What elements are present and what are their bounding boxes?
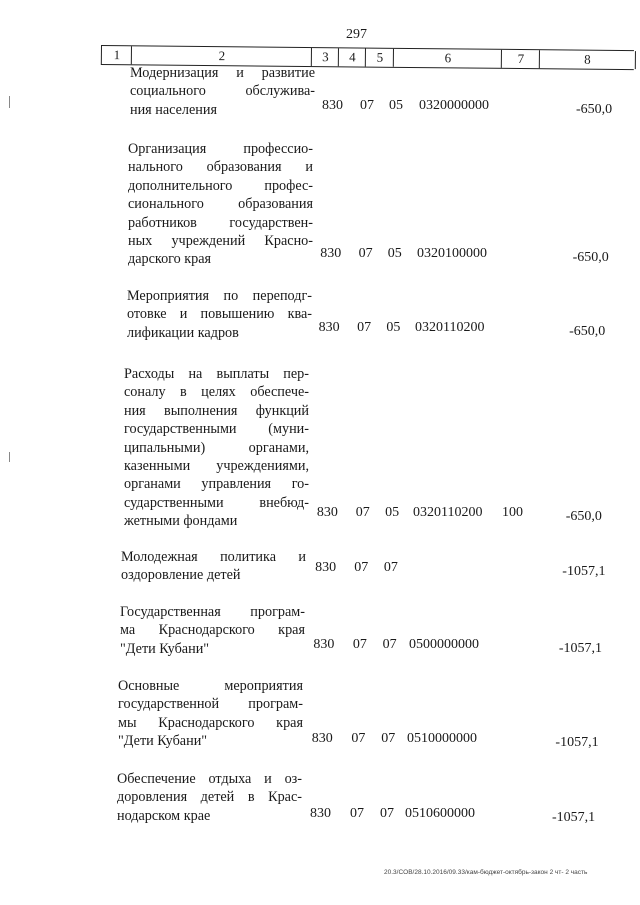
description-line: ма Краснодарского края — [120, 622, 305, 639]
column-header-5: 5 — [365, 49, 394, 67]
description-line: "Дети Кубани" — [118, 733, 208, 750]
amount: -650,0 — [576, 102, 613, 117]
column-header-3: 3 — [311, 48, 339, 66]
admin-code: 830 — [316, 505, 338, 520]
admin-code: 830 — [310, 806, 331, 821]
description-line: жетными фондами — [124, 513, 238, 530]
page-number: 297 — [346, 27, 367, 42]
description-line: ния выполнения функций — [124, 402, 309, 419]
row-description — [118, 677, 303, 751]
column-header-6: 6 — [393, 49, 502, 68]
admin-code: 830 — [318, 320, 340, 335]
description-line: соналу в целях обеспече- — [124, 384, 309, 401]
amount: -650,0 — [572, 250, 609, 265]
description-line: дополнительного профес- — [128, 177, 313, 194]
row-description — [121, 548, 306, 585]
subsection-code: 05 — [385, 505, 400, 520]
footer-reference: 20.3/COB/28.10.2016/09.33/кам-бюджет-октябрь-закон 2 чт- 2 часть — [384, 869, 588, 876]
row-description — [120, 603, 305, 658]
admin-code: 830 — [315, 560, 337, 575]
row-description — [130, 64, 315, 119]
description-line: государственной програм- — [118, 696, 303, 713]
description-line: Модернизация и развитие — [130, 65, 315, 81]
description-line: Основные мероприятия — [118, 678, 303, 694]
target-code: 0320100000 — [417, 246, 487, 261]
subsection-code: 07 — [381, 731, 396, 746]
description-line: оздоровление детей — [121, 567, 241, 584]
row-description — [124, 365, 309, 531]
target-code: 0510000000 — [407, 731, 477, 746]
admin-code: 830 — [322, 98, 343, 113]
column-header-8: 8 — [539, 50, 636, 69]
description-line: доровления детей в Крас- — [117, 789, 302, 806]
subsection-code: 07 — [383, 560, 398, 575]
section-code: 07 — [350, 806, 364, 821]
description-line: Молодежная политика и — [121, 549, 306, 565]
description-line: Организация профессио- — [128, 141, 313, 157]
column-header-4: 4 — [338, 48, 366, 66]
subsection-code: 05 — [389, 98, 403, 113]
amount: -1057,1 — [562, 564, 606, 579]
target-code: 0320110200 — [413, 505, 483, 520]
row-description — [117, 770, 302, 825]
description-line: дарского края — [128, 251, 212, 268]
expense-type-code: 100 — [502, 505, 523, 520]
description-line: сударственными внебюд- — [124, 494, 309, 511]
section-code: 07 — [354, 560, 369, 575]
row-description — [127, 287, 312, 342]
description-line: Государственная програм- — [120, 604, 305, 620]
description-line: Мероприятия по переподг- — [127, 288, 312, 304]
description-line: ципальными) органами, — [124, 439, 309, 456]
description-line: казенными учреждениями, — [124, 457, 309, 474]
description-line: нодарском крае — [117, 807, 211, 824]
description-line: мы Краснодарского края — [118, 714, 303, 731]
description-line: ния населения — [130, 101, 218, 118]
subsection-code: 07 — [382, 637, 397, 652]
description-line: "Дети Кубани" — [120, 640, 210, 657]
section-code: 07 — [360, 98, 374, 113]
target-code: 0320110200 — [415, 320, 485, 335]
description-line: лификации кадров — [127, 324, 239, 341]
section-code: 07 — [358, 246, 373, 261]
target-code: 0510600000 — [405, 806, 475, 821]
admin-code: 830 — [313, 637, 335, 652]
target-code: 0500000000 — [409, 637, 479, 652]
subsection-code: 05 — [386, 320, 401, 335]
description-line: работников государствен- — [128, 214, 313, 231]
admin-code: 830 — [320, 246, 342, 261]
description-line: государственными (муни- — [124, 421, 309, 438]
section-code: 07 — [357, 320, 372, 335]
subsection-code: 07 — [380, 806, 394, 821]
amount: -650,0 — [565, 509, 602, 524]
section-code: 07 — [352, 637, 367, 652]
target-code: 0320000000 — [419, 98, 489, 113]
description-line: социального обслужива- — [130, 83, 315, 100]
amount: -1057,1 — [558, 641, 603, 656]
column-header-1: 1 — [101, 46, 132, 64]
section-code: 07 — [351, 731, 366, 746]
amount: -1057,1 — [552, 810, 596, 825]
amount: -650,0 — [569, 324, 606, 339]
description-line: сионального образования — [128, 196, 313, 213]
description-line: ных учреждений Красно- — [128, 232, 313, 249]
description-line: Обеспечение отдыха и оз- — [117, 771, 302, 787]
column-header-2: 2 — [131, 46, 312, 66]
subsection-code: 05 — [387, 246, 402, 261]
section-code: 07 — [355, 505, 370, 520]
admin-code: 830 — [311, 731, 333, 746]
description-line: Расходы на выплаты пер- — [124, 366, 309, 382]
row-description — [128, 140, 313, 269]
column-header-7: 7 — [501, 50, 540, 68]
amount: -1057,1 — [555, 735, 599, 750]
description-line: органами управления го- — [124, 476, 309, 493]
description-line: нального образования и — [128, 159, 313, 176]
description-line: отовке и повышению ква- — [127, 306, 312, 323]
